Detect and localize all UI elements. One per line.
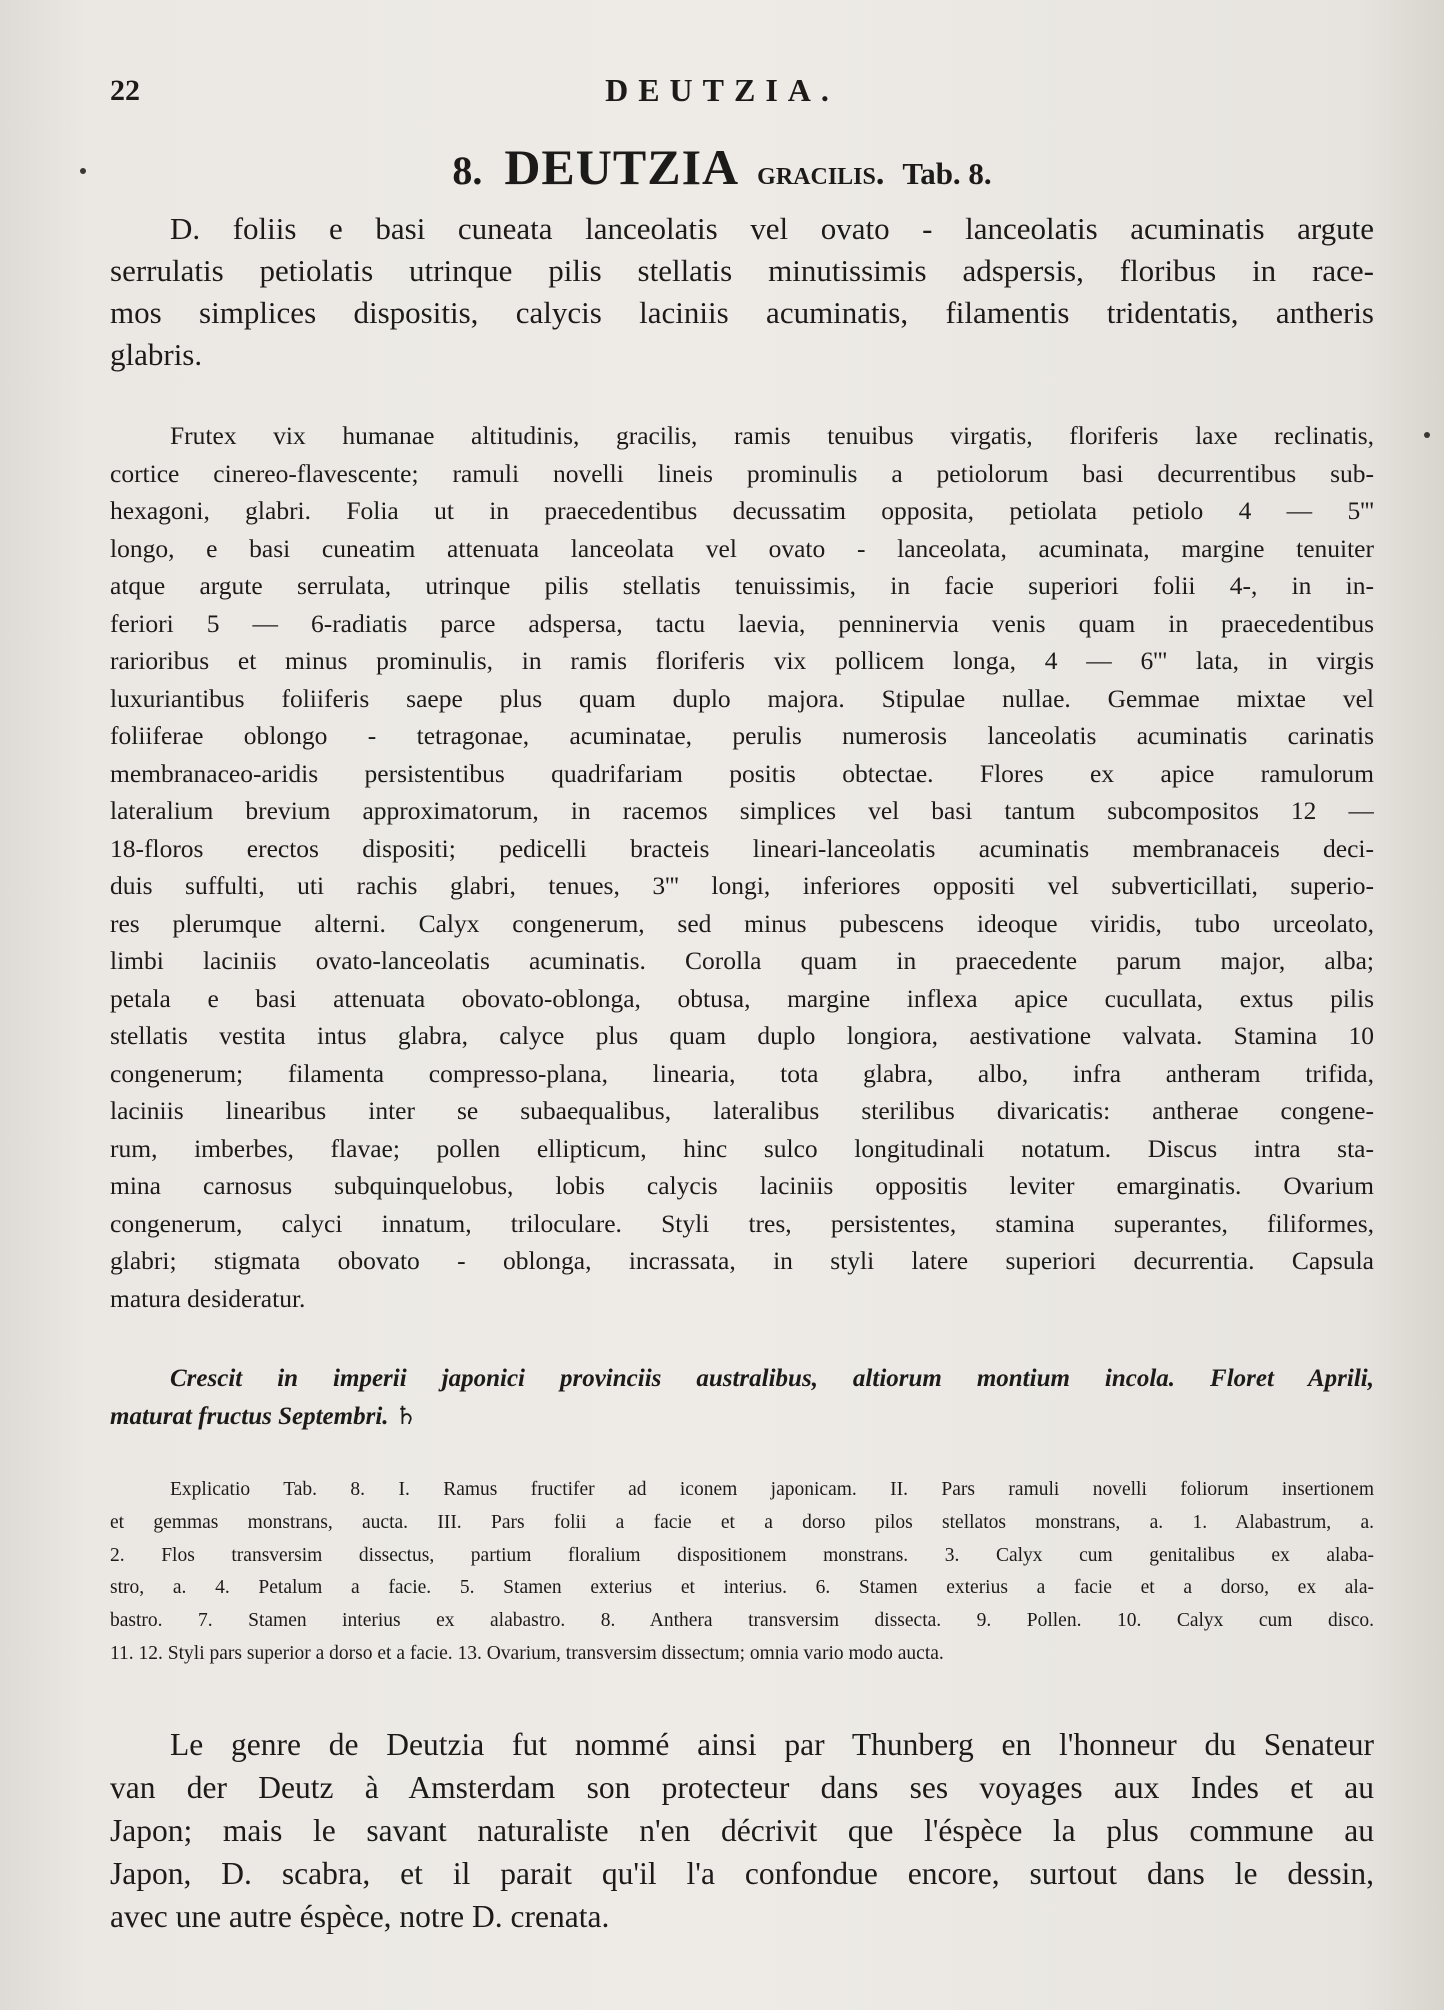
- description-line: matura desideratur.: [110, 1283, 306, 1313]
- description-line: cortice cinereo-flavescente; ramuli novelli lineis prominulis a petiolorum basi decurrentibus sub-: [110, 458, 1374, 488]
- french-line: van der Deutz à Amsterdam son protecteur dans ses voyages aux Indes et au: [110, 1770, 1374, 1805]
- french-note: [110, 1723, 1374, 1938]
- explanation-line: 2. Flos transversim dissectus, partium floralium dispositionem monstrans. 3. Calyx cum genitalibus ex alaba-: [110, 1544, 1374, 1566]
- french-line: Le genre de Deutzia fut nommé ainsi par Thunberg en l'honneur du Senateur: [170, 1727, 1374, 1762]
- description-line: duis suffulti, uti rachis glabri, tenues, 3''' longi, inferiores oppositi vel subverticillati, superio-: [110, 871, 1374, 900]
- diagnosis-line: serrulatis petiolatis utrinque pilis stellatis minutissimis adspersis, floribus in race-: [110, 253, 1374, 288]
- description-line: rum, imberbes, flavae; pollen ellipticum, hinc sulco longitudinali notatum. Discus intra sta-: [110, 1133, 1374, 1163]
- description-line: longo, e basi cuneatim attenuata lanceolata vel ovato - lanceolata, acuminata, margine tenuiter: [110, 533, 1374, 563]
- description-line: petala e basi attenuata obovato-oblonga, obtusa, margine inflexa apice cucullata, extus pilis: [110, 983, 1374, 1013]
- ink-speck: [1424, 432, 1430, 438]
- description-line: stellatis vestita intus glabra, calyce plus quam duplo longiora, aestivatione valvata. Stamina 10: [110, 1021, 1374, 1050]
- description-line: congenerum; filamenta compresso-plana, linearia, tota glabra, albo, infra antheram trifida,: [110, 1058, 1374, 1088]
- genus-name: DEUTZIA: [504, 139, 740, 195]
- description-line: luxuriantibus foliiferis saepe plus quam duplo majora. Stipulae nullae. Gemmae mixtae vel: [110, 683, 1374, 713]
- description-line: lateralium brevium approximatorum, in racemos simplices vel basi tantum subcompositos 12 —: [110, 796, 1374, 825]
- french-line: Japon, D. scabra, et il parait qu'il l'a confondue encore, surtout dans le dessin,: [110, 1856, 1374, 1891]
- explanation-line: 11. 12. Styli pars superior a dorso et a facie. 13. Ovarium, transversim dissectum; omnia vario modo aucta.: [110, 1642, 944, 1664]
- explanation-line: et gemmas monstrans, aucta. III. Pars folii a facie et a dorso pilos stellatos monstrans, a. 1. Alabastrum, a.: [110, 1511, 1374, 1533]
- diagnosis-line: D. foliis e basi cuneata lanceolatis vel ovato - lanceolatis acuminatis argute: [170, 211, 1374, 246]
- description: [110, 417, 1374, 1317]
- description-line: membranaceo-aridis persistentibus quadrifariam positis obtectae. Flores ex apice ramulorum: [110, 758, 1374, 788]
- species-heading: [0, 138, 1444, 196]
- plate-reference: Tab. 8.: [902, 156, 992, 191]
- french-line: Japon; mais le savant naturaliste n'en décrivit que l'éspèce la plus commune au: [110, 1813, 1374, 1848]
- description-line: Frutex vix humanae altitudinis, gracilis, ramis tenuibus virgatis, floriferis laxe reclinatis,: [170, 421, 1374, 450]
- diagnosis-line: glabris.: [110, 337, 203, 372]
- explanation-line: bastro. 7. Stamen interius ex alabastro. 8. Anthera transversim dissecta. 9. Pollen. 10. Calyx cum disco.: [110, 1610, 1374, 1632]
- running-head: [110, 66, 1334, 116]
- habitat-line: maturat fructus Septembri. ♄: [110, 1403, 418, 1430]
- plate-explanation: [110, 1474, 1374, 1671]
- description-line: feriori 5 — 6-radiatis parce adspersa, tactu laevia, penninervia venis quam in praecedentibus: [110, 608, 1374, 638]
- description-line: rarioribus et minus prominulis, in ramis floriferis vix pollicem longa, 4 — 6''' lata, in virgis: [110, 646, 1374, 675]
- description-line: laciniis linearibus inter se subaequalibus, lateralibus sterilibus divaricatis: antherae congene-: [110, 1096, 1374, 1125]
- description-line: hexagoni, glabri. Folia ut in praecedentibus decussatim opposita, petiolata petiolo 4 — 5''': [110, 496, 1374, 525]
- explanation-line: Explicatio Tab. 8. I. Ramus fructifer ad iconem japonicam. II. Pars ramuli novelli foliorum insertionem: [170, 1479, 1374, 1500]
- french-line: avec une autre éspèce, notre D. crenata.: [110, 1899, 610, 1934]
- description-line: mina carnosus subquinquelobus, lobis calycis laciniis oppositis leviter emarginatis. Ovarium: [110, 1171, 1374, 1200]
- description-line: 18-floros erectos dispositi; pedicelli bracteis lineari-lanceolatis acuminatis membranaceis deci-: [110, 833, 1374, 863]
- habitat-note: [110, 1360, 1374, 1436]
- description-line: atque argute serrulata, utrinque pilis stellatis tenuissimis, in facie superiori folii 4-, in in-: [110, 571, 1374, 600]
- species-epithet: gracilis.: [757, 155, 885, 192]
- description-line: glabri; stigmata obovato - oblonga, incrassata, in styli latere superiori decurrentia. Capsula: [110, 1246, 1374, 1275]
- diagnosis: [110, 208, 1374, 376]
- species-number: 8.: [452, 148, 483, 193]
- description-line: res plerumque alterni. Calyx congenerum, sed minus pubescens ideoque viridis, tubo urceolato,: [110, 908, 1374, 938]
- diagnosis-line: mos simplices dispositis, calycis laciniis acuminatis, filamentis tridentatis, antheris: [110, 295, 1374, 330]
- habitat-line: Crescit in imperii japonici provinciis australibus, altiorum montium incola. Floret Aprili,: [170, 1365, 1374, 1392]
- explanation-line: stro, a. 4. Petalum a facie. 5. Stamen exterius et interius. 6. Stamen exterius a facie et a dorso, ex ala-: [110, 1577, 1374, 1599]
- description-line: congenerum, calyci innatum, triloculare. Styli tres, persistentes, stamina superantes, filiformes,: [110, 1208, 1374, 1238]
- running-title: DEUTZIA.: [605, 72, 839, 108]
- description-line: foliiferae oblongo - tetragonae, acuminatae, perulis numerosis lanceolatis acuminatis carinatis: [110, 721, 1374, 750]
- page-number: 22: [110, 74, 140, 107]
- description-line: limbi laciniis ovato-lanceolatis acuminatis. Corolla quam in praecedente parum major, alba;: [110, 946, 1374, 975]
